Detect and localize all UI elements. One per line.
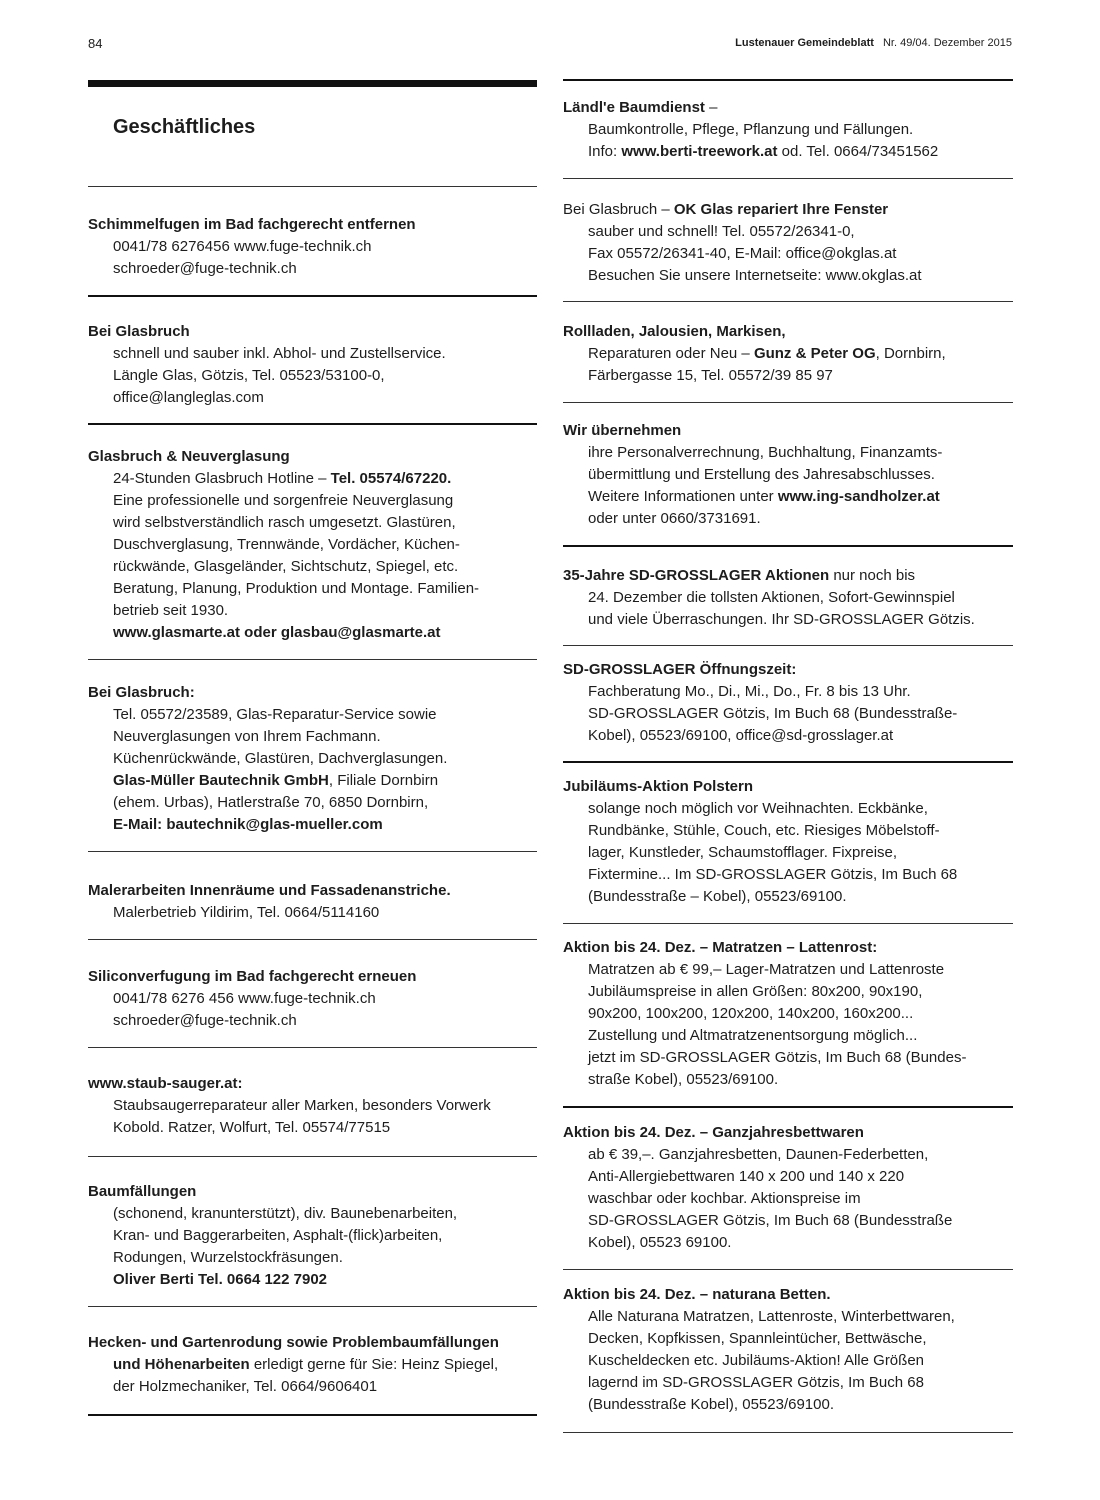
listing-entry [88, 1048, 537, 1157]
entry-line: 0041/78 6276456 www.fuge-technik.ch [113, 238, 372, 255]
entry-heading-line [563, 97, 1013, 119]
entry-line [88, 1269, 537, 1291]
entry-line: Fax 05572/26341-40, E-Mail: office@okglas.at [588, 245, 897, 262]
listing-entry [563, 547, 1013, 646]
entry-line: oder unter 0660/3731691. [588, 510, 761, 527]
entry-line: 24. Dezember die tollsten Aktionen, Sofort-Gewinnspiel [588, 589, 955, 606]
entry-line: (schonend, kranunterstützt), div. Baunebenarbeiten, [113, 1205, 458, 1222]
entry-line: rückwände, Glasgeländer, Sichtschutz, Spiegel, etc. [113, 558, 459, 575]
entry-text: od. Tel. 0664/73451562 [777, 143, 939, 160]
entry-heading: 35-Jahre SD-GROSSLAGER Aktionen [563, 567, 830, 584]
entry-line: lager, Kunstleder, Schaumstofflager. Fixpreise, [588, 844, 898, 861]
listing-entry [563, 1270, 1013, 1433]
entry-line: 0041/78 6276 456 www.fuge-technik.ch [113, 990, 376, 1007]
entry-heading: Bei Glasbruch: [88, 684, 195, 701]
entry-line: schroeder@fuge-technik.ch [113, 1012, 297, 1029]
entry-text: , Dornbirn, [875, 345, 946, 362]
entry-line: Fixtermine... Im SD-GROSSLAGER Götzis, Im Buch 68 [588, 866, 958, 883]
entry-line: übermittlung und Erstellung des Jahresabschlusses. [588, 466, 935, 483]
entry-heading: Siliconverfugung im Bad fachgerecht erneuen [88, 968, 417, 985]
entry-line: Jubiläumspreise in allen Größen: 80x200, 90x190, [588, 983, 923, 1000]
entry-text: erledigt gerne für Sie: Heinz Spiegel, [249, 1356, 499, 1373]
entry-line: (ehem. Urbas), Hatlerstraße 70, 6850 Dornbirn, [113, 794, 429, 811]
entry-line: und viele Überraschungen. Ihr SD-GROSSLAGER Götzis. [588, 611, 975, 628]
listing-entry [88, 1307, 537, 1416]
entry-line: Neuverglasungen von Ihrem Fachmann. [113, 728, 381, 745]
section-top-rule [88, 80, 537, 87]
entry-line [88, 770, 537, 792]
listing-entry [88, 940, 537, 1048]
listing-entry [563, 179, 1013, 302]
entry-line: Staubsaugerreparateur aller Marken, besonders Vorwerk [113, 1097, 491, 1114]
entry-line: Kran- und Baggerarbeiten, Asphalt-(flick)arbeiten, [113, 1227, 443, 1244]
entry-line: Küchenrückwände, Glastüren, Dachverglasungen. [113, 750, 448, 767]
entry-line [563, 141, 1013, 163]
listing-entry [563, 403, 1013, 547]
entry-line: Fachberatung Mo., Di., Mi., Do., Fr. 8 bis 13 Uhr. [588, 683, 911, 700]
website-link: www.ing-sandholzer.at [777, 488, 940, 505]
entry-line: Eine professionelle und sorgenfreie Neuverglasung [113, 492, 454, 509]
entry-text: 24-Stunden Glasbruch Hotline – [113, 470, 331, 487]
entry-line: Matratzen ab € 99,– Lager-Matratzen und Lattenroste [588, 961, 945, 978]
left-column [88, 80, 537, 1416]
listing-entry [563, 1108, 1013, 1270]
entry-text: – [704, 99, 718, 116]
running-head [735, 37, 1012, 49]
entry-heading: OK Glas repariert Ihre Fenster [673, 201, 889, 218]
entry-heading: Schimmelfugen im Bad fachgerecht entfernen [88, 216, 416, 233]
entry-line: schnell und sauber inkl. Abhol- und Zustellservice. [113, 345, 446, 362]
entry-line: Färbergasse 15, Tel. 05572/39 85 97 [588, 367, 833, 384]
entry-line: Decken, Kopfkissen, Spannleintücher, Bettwäsche, [588, 1330, 927, 1347]
entry-line: Rundbänke, Stühle, Couch, etc. Riesiges Möbelstoff- [588, 822, 940, 839]
entry-line: SD-GROSSLAGER Götzis, Im Buch 68 (Bundesstraße [588, 1212, 953, 1229]
listing-entry [88, 660, 537, 852]
publication-name: Lustenauer Gemeindeblatt [735, 37, 874, 49]
entry-line [88, 1354, 537, 1376]
entry-line: Längle Glas, Götzis, Tel. 05523/53100-0, [113, 367, 385, 384]
listing-entry [563, 302, 1013, 403]
listing-entry [563, 924, 1013, 1108]
entry-heading: Glasbruch & Neuverglasung [88, 448, 290, 465]
entry-line: Beratung, Planung, Produktion und Montage. Familien- [113, 580, 480, 597]
entry-line: Kuscheldecken etc. Jubiläums-Aktion! Alle Größen [588, 1352, 924, 1369]
contact-link: www.glasmarte.at oder glasbau@glasmarte.at [113, 624, 441, 641]
entry-line: Besuchen Sie unsere Internetseite: www.okglas.at [588, 267, 922, 284]
entry-heading-line [563, 199, 1013, 221]
entry-line: schroeder@fuge-technik.ch [113, 260, 297, 277]
right-column [563, 79, 1013, 1433]
entry-line: Alle Naturana Matratzen, Lattenroste, Winterbettwaren, [588, 1308, 955, 1325]
entry-line: der Holzmechaniker, Tel. 0664/9606401 [113, 1378, 378, 1395]
entry-line: Zustellung und Altmatratzenentsorgung möglich... [588, 1027, 918, 1044]
entry-line: Malerbetrieb Yildirim, Tel. 0664/5114160 [113, 904, 380, 921]
listing-entry [88, 425, 537, 660]
entry-line: ihre Personalverrechnung, Buchhaltung, Finanzamts- [588, 444, 943, 461]
entry-line: Kobold. Ratzer, Wolfurt, Tel. 05574/77515 [113, 1119, 391, 1136]
entry-line: Duschverglasung, Trennwände, Vordächer, Küchen- [113, 536, 460, 553]
entry-line: Tel. 05572/23589, Glas-Reparatur-Service sowie [113, 706, 437, 723]
entry-heading: Aktion bis 24. Dez. – Ganzjahresbettwaren [563, 1124, 864, 1141]
entry-line: 90x200, 100x200, 120x200, 140x200, 160x200... [588, 1005, 914, 1022]
entry-line [88, 622, 537, 644]
hotline-phone: Tel. 05574/67220. [330, 470, 452, 487]
entry-heading: Aktion bis 24. Dez. – naturana Betten. [563, 1286, 831, 1303]
entry-heading: Baumfällungen [88, 1183, 197, 1200]
listing-entry [88, 297, 537, 425]
entry-heading: Jubiläums-Aktion Polstern [563, 778, 754, 795]
entry-heading: Wir übernehmen [563, 422, 682, 439]
entry-heading-continued: und Höhenarbeiten [113, 1356, 250, 1373]
listing-entry [88, 187, 537, 297]
page-number: 84 [88, 36, 103, 51]
entry-text: Weitere Informationen unter [588, 488, 778, 505]
entry-line: office@langleglas.com [113, 389, 264, 406]
listing-entry [88, 852, 537, 940]
entry-line: betrieb seit 1930. [113, 602, 229, 619]
listing-entry [563, 763, 1013, 924]
website-link: www.berti-treework.at [621, 143, 778, 160]
entry-line: (Bundesstraße – Kobel), 05523/69100. [588, 888, 847, 905]
listing-entry [88, 1157, 537, 1307]
entry-text: , Filiale Dornbirn [328, 772, 439, 789]
entry-line: waschbar oder kochbar. Aktionspreise im [588, 1190, 861, 1207]
entry-text: Bei Glasbruch – [563, 201, 674, 218]
entry-line: ab € 39,–. Ganzjahresbetten, Daunen-Federbetten, [588, 1146, 929, 1163]
entry-line: straße Kobel), 05523/69100. [588, 1071, 779, 1088]
entry-text: Reparaturen oder Neu – [588, 345, 754, 362]
entry-heading: SD-GROSSLAGER Öffnungszeit: [563, 661, 797, 678]
entry-line: wird selbstverständlich rasch umgesetzt. Glastüren, [113, 514, 456, 531]
entry-heading-line [563, 565, 1013, 587]
entry-text: Info: [588, 143, 622, 160]
entry-line: SD-GROSSLAGER Götzis, Im Buch 68 (Bundesstraße- [588, 705, 958, 722]
company-name: Gunz & Peter OG [753, 345, 876, 362]
company-name: Glas-Müller Bautechnik GmbH [113, 772, 329, 789]
contact-name-phone: Oliver Berti Tel. 0664 122 7902 [113, 1271, 328, 1288]
entry-heading: Ländl'e Baumdienst [563, 99, 705, 116]
entry-heading: Hecken- und Gartenrodung sowie Problembaumfällungen [88, 1334, 499, 1351]
listing-entry [563, 646, 1013, 763]
entry-line: solange noch möglich vor Weihnachten. Eckbänke, [588, 800, 928, 817]
entry-line: sauber und schnell! Tel. 05572/26341-0, [588, 223, 855, 240]
entry-line: Kobel), 05523 69100. [588, 1234, 732, 1251]
listing-entry [563, 81, 1013, 179]
entry-line: Anti-Allergiebettwaren 140 x 200 und 140 x 220 [588, 1168, 905, 1185]
entry-heading: Aktion bis 24. Dez. – Matratzen – Lattenrost: [563, 939, 878, 956]
entry-heading: Rollladen, Jalousien, Markisen, [563, 323, 786, 340]
entry-line: (Bundesstraße Kobel), 05523/69100. [588, 1396, 834, 1413]
entry-line: jetzt im SD-GROSSLAGER Götzis, Im Buch 68 (Bundes- [588, 1049, 967, 1066]
entry-line [563, 486, 1013, 508]
section-title: Geschäftliches [113, 116, 256, 138]
entry-text: nur noch bis [829, 567, 916, 584]
contact-email: E-Mail: bautechnik@glas-mueller.com [113, 816, 383, 833]
entry-heading: Malerarbeiten Innenräume und Fassadenanstriche. [88, 882, 451, 899]
entry-line [88, 468, 537, 490]
entry-line [88, 814, 537, 836]
entry-line: Baumkontrolle, Pflege, Pflanzung und Fällungen. [588, 121, 914, 138]
entry-line [563, 343, 1013, 365]
entry-line: Kobel), 05523/69100, office@sd-grosslager.at [588, 727, 894, 744]
entry-line: Rodungen, Wurzelstockfräsungen. [113, 1249, 343, 1266]
entry-line: lagernd im SD-GROSSLAGER Götzis, Im Buch 68 [588, 1374, 924, 1391]
entry-heading: Bei Glasbruch [88, 323, 190, 340]
entry-heading: www.staub-sauger.at: [88, 1075, 243, 1092]
issue-info: Nr. 49/04. Dezember 2015 [882, 37, 1012, 49]
